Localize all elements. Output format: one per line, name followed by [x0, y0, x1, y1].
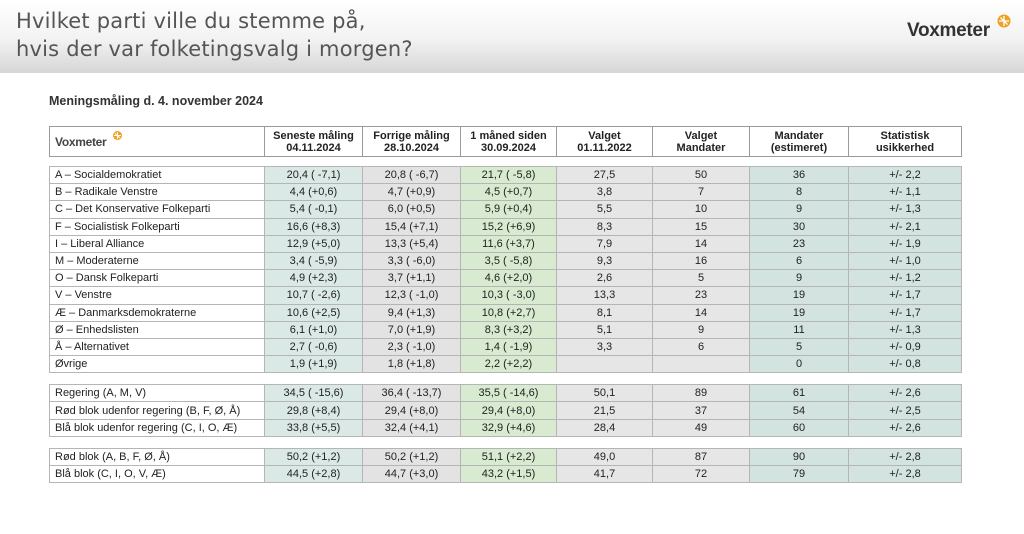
- cell-c4: 50,1: [557, 385, 653, 402]
- cell-c7: +/- 0,8: [849, 356, 962, 373]
- cell-c2: 36,4 ( -13,7): [363, 385, 461, 402]
- cell-c1: 29,8 (+8,4): [265, 402, 363, 419]
- cell-c6: 8: [750, 184, 849, 201]
- cell-c2: 4,7 (+0,9): [363, 184, 461, 201]
- cell-c3: 3,5 ( -5,8): [461, 252, 557, 269]
- cell-c3: 43,2 (+1,5): [461, 466, 557, 483]
- cell-c5: 7: [653, 184, 750, 201]
- cell-c4: 2,6: [557, 270, 653, 287]
- cell-c4: 41,7: [557, 466, 653, 483]
- cell-c7: +/- 1,3: [849, 321, 962, 338]
- cell-c1: 33,8 (+5,5): [265, 419, 363, 436]
- cell-c4: 8,1: [557, 304, 653, 321]
- cell-c3: 10,8 (+2,7): [461, 304, 557, 321]
- cell-c6: 5: [750, 338, 849, 355]
- cell-c2: 1,8 (+1,8): [363, 356, 461, 373]
- party-name: A – Socialdemokratiet: [50, 167, 265, 184]
- table-header-row: [50, 127, 962, 157]
- cell-c6: 90: [750, 448, 849, 465]
- cell-c2: 7,0 (+1,9): [363, 321, 461, 338]
- party-name: B – Radikale Venstre: [50, 184, 265, 201]
- cell-c7: +/- 1,0: [849, 252, 962, 269]
- cell-c2: 29,4 (+8,0): [363, 402, 461, 419]
- cell-c6: 19: [750, 304, 849, 321]
- cell-c5: 50: [653, 167, 750, 184]
- table-voxmeter-logo: Voxmeter: [55, 135, 107, 149]
- cell-c3: 51,1 (+2,2): [461, 448, 557, 465]
- table-row: [50, 419, 962, 436]
- cell-c3: 5,9 (+0,4): [461, 201, 557, 218]
- table-row: [50, 218, 962, 235]
- cell-c2: 3,7 (+1,1): [363, 270, 461, 287]
- table-row: [50, 167, 962, 184]
- cell-c1: 10,7 ( -2,6): [265, 287, 363, 304]
- cell-c7: +/- 2,8: [849, 448, 962, 465]
- cell-c7: +/- 2,1: [849, 218, 962, 235]
- cell-c7: +/- 1,1: [849, 184, 962, 201]
- cell-c4: 13,3: [557, 287, 653, 304]
- table-row: [50, 201, 962, 218]
- cell-c5: 5: [653, 270, 750, 287]
- cell-c3: 1,4 ( -1,9): [461, 338, 557, 355]
- cell-c7: +/- 2,6: [849, 385, 962, 402]
- cell-c6: 61: [750, 385, 849, 402]
- cell-c1: 4,4 (+0,6): [265, 184, 363, 201]
- cell-c1: 4,9 (+2,3): [265, 270, 363, 287]
- cell-c5: 72: [653, 466, 750, 483]
- cell-c1: 50,2 (+1,2): [265, 448, 363, 465]
- party-name: Rød blok udenfor regering (B, F, Ø, Å): [50, 402, 265, 419]
- table-row: [50, 252, 962, 269]
- cell-c6: 9: [750, 201, 849, 218]
- cell-c3: 10,3 ( -3,0): [461, 287, 557, 304]
- cell-c2: 20,8 ( -6,7): [363, 167, 461, 184]
- col-header-election-seats: Valget Mandater: [653, 127, 750, 157]
- table-row: [50, 402, 962, 419]
- cell-c4: 5,1: [557, 321, 653, 338]
- cell-c2: 50,2 (+1,2): [363, 448, 461, 465]
- cell-c6: 60: [750, 419, 849, 436]
- cell-c2: 13,3 (+5,4): [363, 235, 461, 252]
- cell-c5: 14: [653, 304, 750, 321]
- cell-c3: 35,5 ( -14,6): [461, 385, 557, 402]
- table-row: [50, 385, 962, 402]
- cell-c4: 49,0: [557, 448, 653, 465]
- table-row: [50, 235, 962, 252]
- table-row: [50, 448, 962, 465]
- table-row: [50, 184, 962, 201]
- cell-c4: 7,9: [557, 235, 653, 252]
- party-name: C – Det Konservative Folkeparti: [50, 201, 265, 218]
- cell-c7: +/- 2,8: [849, 466, 962, 483]
- cell-c1: 20,4 ( -7,1): [265, 167, 363, 184]
- cell-c6: 36: [750, 167, 849, 184]
- cell-c5: 49: [653, 419, 750, 436]
- sun-logo-icon: [996, 13, 1012, 29]
- cell-c4: 28,4: [557, 419, 653, 436]
- cell-c2: 44,7 (+3,0): [363, 466, 461, 483]
- cell-c7: +/- 1,2: [849, 270, 962, 287]
- col-header-uncertainty: Statistisk usikkerhed: [849, 127, 962, 157]
- col-header-estimated-seats: Mandater (estimeret): [750, 127, 849, 157]
- cell-c2: 32,4 (+4,1): [363, 419, 461, 436]
- cell-c7: +/- 1,9: [849, 235, 962, 252]
- col-header-election: Valget 01.11.2022: [557, 127, 653, 157]
- table-spacer: [50, 436, 962, 448]
- cell-c4: [557, 356, 653, 373]
- cell-c4: 3,8: [557, 184, 653, 201]
- col-header-previous: Forrige måling 28.10.2024: [363, 127, 461, 157]
- cell-c5: 15: [653, 218, 750, 235]
- cell-c6: 11: [750, 321, 849, 338]
- cell-c1: 16,6 (+8,3): [265, 218, 363, 235]
- cell-c2: 9,4 (+1,3): [363, 304, 461, 321]
- cell-c2: 3,3 ( -6,0): [363, 252, 461, 269]
- party-name: Blå blok udenfor regering (C, I, O, Æ): [50, 419, 265, 436]
- title-line-2: hvis der var folketingsvalg i morgen?: [16, 37, 413, 61]
- cell-c2: 2,3 ( -1,0): [363, 338, 461, 355]
- cell-c3: 4,6 (+2,0): [461, 270, 557, 287]
- cell-c5: [653, 356, 750, 373]
- cell-c6: 30: [750, 218, 849, 235]
- cell-c1: 10,6 (+2,5): [265, 304, 363, 321]
- cell-c4: 9,3: [557, 252, 653, 269]
- cell-c7: +/- 2,2: [849, 167, 962, 184]
- cell-c1: 2,7 ( -0,6): [265, 338, 363, 355]
- party-name: Rød blok (A, B, F, Ø, Å): [50, 448, 265, 465]
- cell-c3: 32,9 (+4,6): [461, 419, 557, 436]
- slide-title: [16, 7, 413, 63]
- party-name: Å – Alternativet: [50, 338, 265, 355]
- party-name: Blå blok (C, I, O, V, Æ): [50, 466, 265, 483]
- table-row: [50, 287, 962, 304]
- cell-c6: 19: [750, 287, 849, 304]
- cell-c1: 1,9 (+1,9): [265, 356, 363, 373]
- cell-c6: 9: [750, 270, 849, 287]
- cell-c1: 3,4 ( -5,9): [265, 252, 363, 269]
- table-row: [50, 338, 962, 355]
- col-header-month-ago: 1 måned siden 30.09.2024: [461, 127, 557, 157]
- cell-c4: 3,3: [557, 338, 653, 355]
- party-name: Æ – Danmarksdemokraterne: [50, 304, 265, 321]
- party-name: Øvrige: [50, 356, 265, 373]
- party-name: Regering (A, M, V): [50, 385, 265, 402]
- cell-c5: 89: [653, 385, 750, 402]
- cell-c6: 54: [750, 402, 849, 419]
- table-row: [50, 356, 962, 373]
- cell-c4: 21,5: [557, 402, 653, 419]
- cell-c3: 29,4 (+8,0): [461, 402, 557, 419]
- cell-c5: 16: [653, 252, 750, 269]
- cell-c7: +/- 1,3: [849, 201, 962, 218]
- cell-c5: 9: [653, 321, 750, 338]
- cell-c5: 37: [653, 402, 750, 419]
- cell-c4: 5,5: [557, 201, 653, 218]
- table-spacer: [50, 157, 962, 167]
- cell-c7: +/- 2,5: [849, 402, 962, 419]
- cell-c4: 27,5: [557, 167, 653, 184]
- slide-header: [0, 0, 1024, 73]
- cell-c3: 8,3 (+3,2): [461, 321, 557, 338]
- cell-c5: 87: [653, 448, 750, 465]
- poll-date-heading: Meningsmåling d. 4. november 2024: [49, 94, 263, 108]
- title-line-1: Hvilket parti ville du stemme på,: [16, 9, 366, 33]
- party-name: I – Liberal Alliance: [50, 235, 265, 252]
- cell-c3: 21,7 ( -5,8): [461, 167, 557, 184]
- cell-c1: 34,5 ( -15,6): [265, 385, 363, 402]
- cell-c1: 44,5 (+2,8): [265, 466, 363, 483]
- cell-c3: 11,6 (+3,7): [461, 235, 557, 252]
- cell-c3: 15,2 (+6,9): [461, 218, 557, 235]
- cell-c5: 10: [653, 201, 750, 218]
- cell-c6: 23: [750, 235, 849, 252]
- cell-c2: 15,4 (+7,1): [363, 218, 461, 235]
- cell-c1: 12,9 (+5,0): [265, 235, 363, 252]
- table-spacer: [50, 373, 962, 385]
- cell-c7: +/- 1,7: [849, 304, 962, 321]
- table-row: [50, 270, 962, 287]
- col-header-latest: Seneste måling 04.11.2024: [265, 127, 363, 157]
- party-name: Ø – Enhedslisten: [50, 321, 265, 338]
- cell-c1: 5,4 ( -0,1): [265, 201, 363, 218]
- voxmeter-logo: Voxmeter: [907, 20, 990, 41]
- cell-c7: +/- 0,9: [849, 338, 962, 355]
- cell-c4: 8,3: [557, 218, 653, 235]
- party-name: M – Moderaterne: [50, 252, 265, 269]
- cell-c7: +/- 1,7: [849, 287, 962, 304]
- table-row: [50, 321, 962, 338]
- party-name: F – Socialistisk Folkeparti: [50, 218, 265, 235]
- cell-c7: +/- 2,6: [849, 419, 962, 436]
- cell-c6: 6: [750, 252, 849, 269]
- cell-c5: 14: [653, 235, 750, 252]
- header-logo-cell: [50, 127, 265, 157]
- cell-c1: 6,1 (+1,0): [265, 321, 363, 338]
- cell-c5: 6: [653, 338, 750, 355]
- table-row: [50, 304, 962, 321]
- cell-c2: 12,3 ( -1,0): [363, 287, 461, 304]
- party-name: V – Venstre: [50, 287, 265, 304]
- poll-table: [49, 126, 962, 483]
- cell-c6: 79: [750, 466, 849, 483]
- table-row: [50, 466, 962, 483]
- sun-logo-icon: [112, 130, 123, 141]
- cell-c3: 2,2 (+2,2): [461, 356, 557, 373]
- cell-c6: 0: [750, 356, 849, 373]
- cell-c5: 23: [653, 287, 750, 304]
- cell-c2: 6,0 (+0,5): [363, 201, 461, 218]
- cell-c3: 4,5 (+0,7): [461, 184, 557, 201]
- party-name: O – Dansk Folkeparti: [50, 270, 265, 287]
